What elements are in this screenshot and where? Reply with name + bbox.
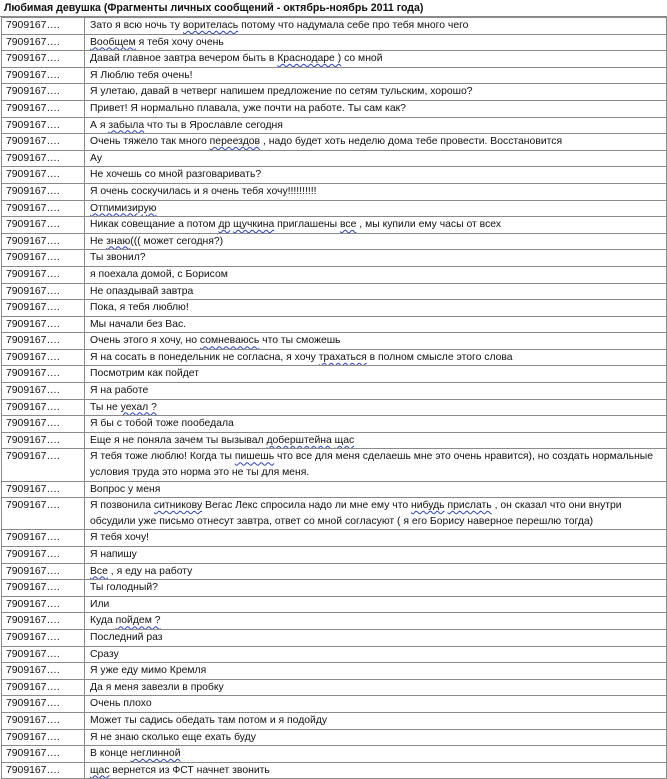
sender-cell[interactable]: 7909167…. xyxy=(2,530,85,547)
spellcheck-word: неглинной xyxy=(130,748,181,760)
table-row xyxy=(2,613,667,630)
message-cell[interactable]: Я уже еду мимо Кремля xyxy=(85,663,667,680)
message-cell[interactable]: Мы начали без Вас. xyxy=(85,316,667,333)
table-row xyxy=(2,629,667,646)
sender-cell[interactable]: 7909167…. xyxy=(2,449,85,481)
table-row xyxy=(2,498,667,530)
message-cell[interactable]: Может ты садись обедать там потом и я подойду xyxy=(85,712,667,729)
table-row xyxy=(2,580,667,597)
table-row xyxy=(2,696,667,713)
message-cell[interactable]: Не опаздывай завтра xyxy=(85,283,667,300)
spellcheck-word: щас xyxy=(90,764,110,776)
message-cell[interactable]: Все , я еду на работу xyxy=(85,563,667,580)
table-row xyxy=(2,663,667,680)
table-row xyxy=(2,762,667,779)
table-row xyxy=(2,530,667,547)
spellcheck-word: пойдем ? xyxy=(115,615,161,627)
sender-cell[interactable]: 7909167…. xyxy=(2,51,85,68)
message-cell[interactable]: Зато я всю ночь ту ворителась потому что надумала себе про тебя много чего xyxy=(85,18,667,35)
table-row xyxy=(2,34,667,51)
table-row xyxy=(2,481,667,498)
message-cell[interactable]: Не хочешь со мной разговаривать? xyxy=(85,167,667,184)
message-cell[interactable]: щас вернется из ФСТ начнет звонить xyxy=(85,762,667,779)
sender-cell[interactable]: 7909167…. xyxy=(2,300,85,317)
message-cell[interactable]: Я тебя хочу! xyxy=(85,530,667,547)
spellcheck-word: знаю xyxy=(106,235,131,247)
spellcheck-word: сомневаюсь xyxy=(199,335,260,347)
message-cell[interactable]: Я улетаю, давай в четверг напишем предложение по сетям тульским, хорошо? xyxy=(85,84,667,101)
sender-cell[interactable]: 7909167…. xyxy=(2,67,85,84)
sender-cell[interactable]: 7909167…. xyxy=(2,100,85,117)
sender-cell[interactable]: 7909167…. xyxy=(2,712,85,729)
message-cell[interactable] xyxy=(85,200,667,217)
sender-cell[interactable]: 7909167…. xyxy=(2,432,85,449)
table-row xyxy=(2,150,667,167)
message-cell[interactable]: Посмотрим как пойдет xyxy=(85,366,667,383)
table-row xyxy=(2,316,667,333)
table-row xyxy=(2,646,667,663)
sender-cell[interactable]: 7909167…. xyxy=(2,34,85,51)
message-cell[interactable]: Я на сосать в понедельник не согласна, я хочу трахаться в полном смысле этого слова xyxy=(85,349,667,366)
message-cell[interactable]: Я не знаю сколько еще ехать буду xyxy=(85,729,667,746)
table-row xyxy=(2,117,667,134)
message-cell[interactable]: Ты звонил? xyxy=(85,250,667,267)
sheet-title: Любимая девушка (Фрагменты личных сообщений - октябрь-ноябрь 2011 года) xyxy=(0,0,667,17)
sender-cell[interactable]: 7909167…. xyxy=(2,729,85,746)
message-cell[interactable]: Очень плохо xyxy=(85,696,667,713)
table-row xyxy=(2,167,667,184)
spellcheck-word: щас xyxy=(334,434,355,446)
table-row xyxy=(2,67,667,84)
sender-cell[interactable]: 7909167…. xyxy=(2,266,85,283)
message-cell[interactable]: Сразу xyxy=(85,646,667,663)
message-cell[interactable]: А я забыла что ты в Ярославле сегодня xyxy=(85,117,667,134)
sender-cell[interactable]: 7909167…. xyxy=(2,183,85,200)
table-row xyxy=(2,712,667,729)
table-row xyxy=(2,100,667,117)
table-row xyxy=(2,432,667,449)
table-row xyxy=(2,416,667,433)
message-cell[interactable]: Я позвонила ситникову Вегас Лекс спросила надо ли мне ему что нибудь прислать , он сказал что они внутри обсудили уже письмо отнесут завтра, ответ со мной согласуют ( я его Борису наверное перешлю тогда) xyxy=(85,498,667,530)
spellcheck-word: все xyxy=(340,219,357,231)
table-row xyxy=(2,563,667,580)
spellcheck-word: Вообщем xyxy=(90,36,136,48)
sender-cell[interactable]: 7909167…. xyxy=(2,646,85,663)
spellcheck-word: нибудь xyxy=(411,500,445,512)
table-row xyxy=(2,300,667,317)
sender-cell[interactable]: 7909167…. xyxy=(2,316,85,333)
spellcheck-word: др xyxy=(218,219,231,231)
sender-cell[interactable]: 7909167…. xyxy=(2,134,85,151)
table-row xyxy=(2,233,667,250)
sender-cell[interactable]: 7909167…. xyxy=(2,696,85,713)
message-cell[interactable]: я поехала домой, с Борисом xyxy=(85,266,667,283)
sender-cell[interactable]: 7909167…. xyxy=(2,283,85,300)
message-cell[interactable]: Я напишу xyxy=(85,547,667,564)
message-cell[interactable]: Куда пойдем ? xyxy=(85,613,667,630)
spellcheck-word: ворителась xyxy=(182,20,239,31)
sender-cell[interactable]: 7909167…. xyxy=(2,679,85,696)
spellcheck-word: забыла xyxy=(108,119,145,131)
spellcheck-word: трахаться xyxy=(318,351,367,363)
message-cell[interactable]: Вопрос у меня xyxy=(85,481,667,498)
message-cell[interactable]: Да я меня завезли в пробку xyxy=(85,679,667,696)
table-row xyxy=(2,366,667,383)
sender-cell[interactable]: 7909167…. xyxy=(2,217,85,234)
message-cell[interactable]: Очень этого я хочу, но сомневаюсь что ты сможешь xyxy=(85,333,667,350)
sender-cell[interactable]: 7909167…. xyxy=(2,746,85,763)
spellcheck-word: Все xyxy=(90,565,108,577)
table-row xyxy=(2,729,667,746)
sender-cell[interactable]: 7909167…. xyxy=(2,117,85,134)
table-row xyxy=(2,84,667,101)
sender-cell[interactable]: 7909167…. xyxy=(2,250,85,267)
sender-cell[interactable]: 7909167…. xyxy=(2,613,85,630)
message-cell[interactable]: Ты голодный? xyxy=(85,580,667,597)
message-cell[interactable]: Я очень соскучилась и я очень тебя хочу!!!!!!!!!! xyxy=(85,183,667,200)
sender-cell[interactable]: 7909167…. xyxy=(2,167,85,184)
table-row xyxy=(2,266,667,283)
message-cell[interactable]: Очень тяжело так много переездов , надо будет хоть неделю дома тебе провести. Восстановится xyxy=(85,134,667,151)
sender-cell[interactable]: 7909167…. xyxy=(2,349,85,366)
table-row xyxy=(2,250,667,267)
sender-cell[interactable]: 7909167…. xyxy=(2,333,85,350)
messages-table xyxy=(1,17,667,779)
spellcheck-word: уехал ? xyxy=(120,401,157,413)
spellcheck-word: переездов xyxy=(209,136,261,148)
messages-table-body xyxy=(2,18,667,779)
message-cell[interactable]: Ау xyxy=(85,150,667,167)
table-row xyxy=(2,596,667,613)
message-cell[interactable]: Не знаю((( может сегодня?) xyxy=(85,233,667,250)
table-row xyxy=(2,547,667,564)
message-cell[interactable]: Привет! Я нормально плавала, уже почти на работе. Ты сам как? xyxy=(85,100,667,117)
table-row xyxy=(2,333,667,350)
message-cell[interactable]: Ты не уехал ? xyxy=(85,399,667,416)
sender-cell[interactable]: 7909167…. xyxy=(2,84,85,101)
spellcheck-word: пишешь xyxy=(234,451,275,463)
sender-cell[interactable]: 7909167…. xyxy=(2,580,85,597)
sender-cell[interactable]: 7909167…. xyxy=(2,416,85,433)
message-cell[interactable]: Пока, я тебя люблю! xyxy=(85,300,667,317)
sender-cell[interactable]: 7909167…. xyxy=(2,762,85,779)
table-row xyxy=(2,51,667,68)
table-row xyxy=(2,200,667,217)
message-cell[interactable]: Вообщем я тебя хочу очень xyxy=(85,34,667,51)
sender-cell[interactable]: 7909167…. xyxy=(2,383,85,400)
sender-cell[interactable]: 7909167…. xyxy=(2,596,85,613)
spellcheck-word: прислать xyxy=(447,500,492,512)
table-row xyxy=(2,399,667,416)
sender-cell[interactable]: 7909167…. xyxy=(2,366,85,383)
sender-cell[interactable]: 7909167…. xyxy=(2,547,85,564)
message-cell[interactable]: Я бы с тобой тоже пообедала xyxy=(85,416,667,433)
sender-cell[interactable]: 7909167…. xyxy=(2,18,85,35)
table-row xyxy=(2,449,667,481)
sender-cell[interactable]: 7909167…. xyxy=(2,498,85,530)
sender-cell[interactable]: 7909167…. xyxy=(2,200,85,217)
message-cell[interactable]: Давай главное завтра вечером быть в Краснодаре ) со мной xyxy=(85,51,667,68)
message-cell[interactable]: В конце неглинной xyxy=(85,746,667,763)
sender-cell[interactable]: 7909167…. xyxy=(2,481,85,498)
message-cell[interactable]: Никак совещание а потом др щучкина приглашены все , мы купили ему часы от всех xyxy=(85,217,667,234)
table-row xyxy=(2,183,667,200)
sender-cell[interactable]: 7909167…. xyxy=(2,563,85,580)
spellcheck-word: Краснодаре ) xyxy=(277,53,342,65)
message-cell[interactable]: Еще я не поняла зачем ты вызывал доберштейна щас xyxy=(85,432,667,449)
sender-cell[interactable]: 7909167…. xyxy=(2,629,85,646)
spellcheck-word: Отпимизирую xyxy=(90,202,157,214)
table-row xyxy=(2,746,667,763)
message-cell[interactable]: Последний раз xyxy=(85,629,667,646)
table-row xyxy=(2,283,667,300)
table-row xyxy=(2,134,667,151)
table-row xyxy=(2,18,667,35)
message-cell[interactable]: Я на работе xyxy=(85,383,667,400)
table-row xyxy=(2,217,667,234)
message-cell[interactable]: Я Люблю тебя очень! xyxy=(85,67,667,84)
spellcheck-word: щучкина xyxy=(233,219,275,231)
message-cell[interactable]: Я тебя тоже люблю! Когда ты пишешь что все для меня сделаешь мне это очень нравится), но создать нормальные условия труда это норма это не ты для меня. xyxy=(85,449,667,481)
sender-cell[interactable]: 7909167…. xyxy=(2,663,85,680)
message-cell[interactable]: Или xyxy=(85,596,667,613)
spellcheck-word: доберштейна xyxy=(266,434,332,446)
sender-cell[interactable]: 7909167…. xyxy=(2,233,85,250)
sender-cell[interactable]: 7909167…. xyxy=(2,399,85,416)
table-row xyxy=(2,349,667,366)
spellcheck-word: ситникову xyxy=(153,500,203,512)
sender-cell[interactable]: 7909167…. xyxy=(2,150,85,167)
table-row xyxy=(2,679,667,696)
table-row xyxy=(2,383,667,400)
